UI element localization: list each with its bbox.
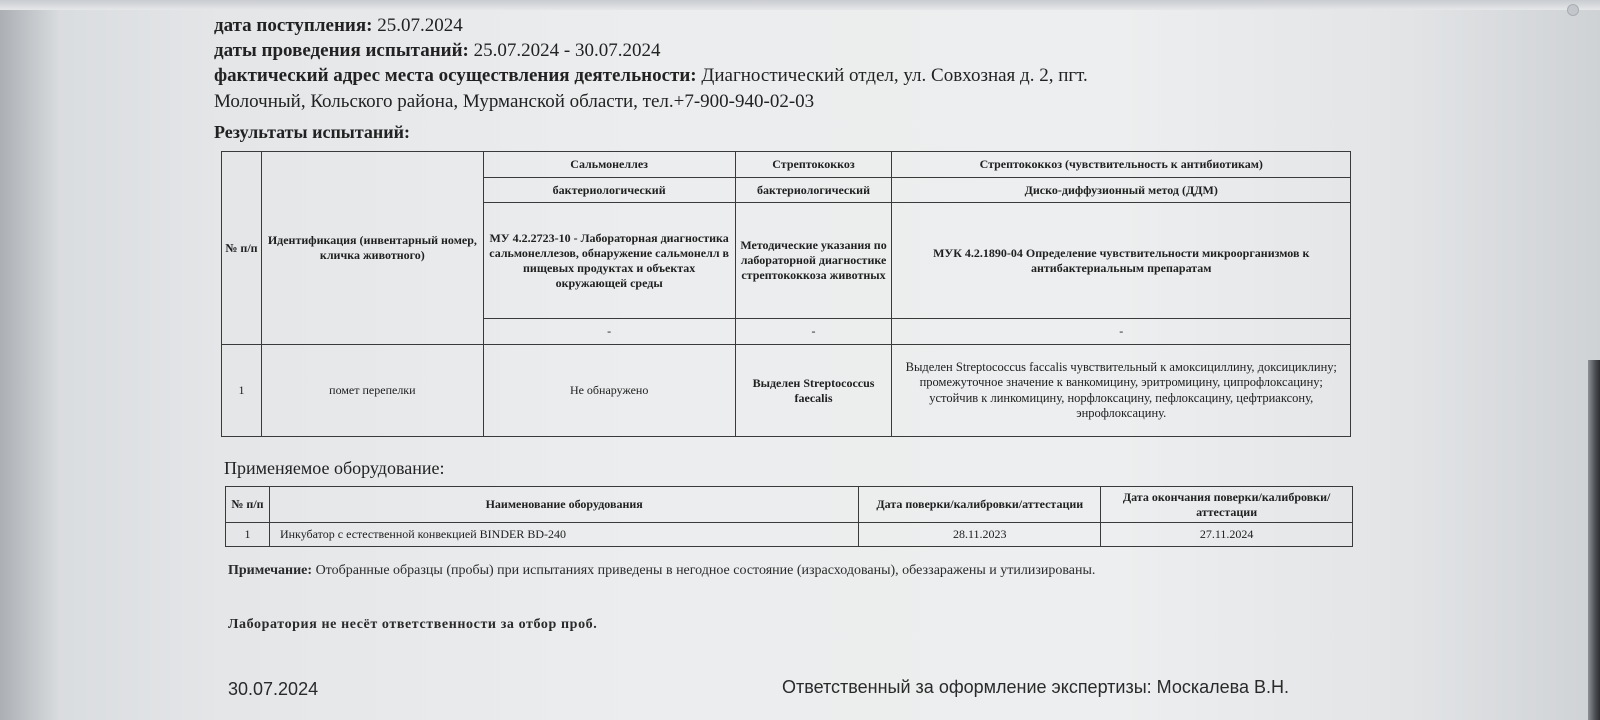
strepto-title: Стрептококкоз [735, 152, 892, 178]
sensitivity-method-doc: МУК 4.2.1890-04 Определение чувствительности микроорганизмов к антибактериальным препаратам [892, 203, 1351, 319]
note-line [228, 563, 1095, 579]
table-header-row [222, 152, 1351, 178]
note-text: Отобранные образцы (пробы) при испытаниях приведены в негодное состояние (израсходованы), обеззаражены и утилизированы. [315, 563, 1096, 578]
equipment-header-row [226, 487, 1353, 523]
equipment-table [225, 486, 1353, 547]
equipment-title: Применяемое оборудование: [224, 458, 445, 478]
col-ident-header: Идентификация (инвентарный номер, кличка животного) [261, 152, 483, 345]
sensitivity-method-type: Диско-диффузионный метод (ДДМ) [892, 178, 1351, 203]
equip-col-end: Дата окончания поверки/калибровки/аттестации [1101, 487, 1353, 523]
strepto-norm: - [735, 319, 892, 345]
test-dates-value: 25.07.2024 - 30.07.2024 [473, 40, 661, 61]
row-strepto-result: Выделен Streptococcus faecalis [735, 345, 892, 437]
row-sensitivity-result: Выделен Streptococcus faccalis чувствительный к амоксициллину, доксициклину; промежуточное значение к ванкомицину, эритромицину, ципрофлоксацину; устойчив к линкомицину, норфлоксацину, пефлоксацину, цефтриаксону, энрофлоксацину. [892, 345, 1351, 437]
address-line-2 [214, 91, 814, 113]
salmonella-method-doc: МУ 4.2.2723-10 - Лабораторная диагностика сальмонеллезов, обнаружение сальмонелл в пищевых продуктах и объектах окружающей среды [483, 203, 735, 319]
received-line [214, 15, 463, 37]
equip-row-name: Инкубатор с естественной конвекцией BINDER BD-240 [269, 523, 858, 547]
note-label: Примечание: [228, 563, 313, 578]
disclaimer: Лаборатория не несёт ответственности за отбор проб. [228, 617, 598, 632]
received-label: дата поступления: [214, 15, 373, 36]
col-num-header: № п/п [222, 152, 262, 345]
equip-row-num: 1 [226, 523, 270, 547]
address-value-1: Диагностический отдел, ул. Совхозная д. 2, пгт. [701, 65, 1088, 86]
salmonella-method-type: бактериологический [483, 178, 735, 203]
test-dates-label: даты проведения испытаний: [214, 40, 469, 61]
footer-responsible: Ответственный за оформление экспертизы: Москалева В.Н. [782, 677, 1290, 697]
salmonella-norm: - [483, 319, 735, 345]
strepto-method-type: бактериологический [735, 178, 892, 203]
results-table [221, 151, 1351, 437]
strepto-method-doc: Методические указания по лабораторной диагностике стрептококкоза животных [735, 203, 892, 319]
equip-col-name: Наименование оборудования [269, 487, 858, 523]
equip-col-num: № п/п [226, 487, 270, 523]
sensitivity-norm: - [892, 319, 1351, 345]
sensitivity-title: Стрептококкоз (чувствительность к антибиотикам) [892, 152, 1351, 178]
address-value-2: Молочный, Кольского района, Мурманской области, тел.+7-900-940-02-03 [214, 91, 815, 112]
test-dates-line [214, 40, 660, 62]
equip-row-end: 27.11.2024 [1101, 523, 1353, 547]
address-label: фактический адрес места осуществления деятельности: [214, 65, 697, 86]
salmonella-title: Сальмонеллез [483, 152, 735, 178]
table-row [226, 523, 1353, 547]
table-row [222, 345, 1351, 437]
footer-date: 30.07.2024 [228, 679, 319, 699]
results-title: Результаты испытаний: [214, 122, 411, 142]
address-line [214, 65, 1088, 87]
row-ident: помет перепелки [261, 345, 483, 437]
received-value: 25.07.2024 [377, 15, 463, 36]
equip-row-date: 28.11.2023 [859, 523, 1101, 547]
equip-col-date: Дата поверки/калибровки/аттестации [859, 487, 1101, 523]
row-salmonella-result: Не обнаружено [483, 345, 735, 437]
row-num: 1 [222, 345, 262, 437]
